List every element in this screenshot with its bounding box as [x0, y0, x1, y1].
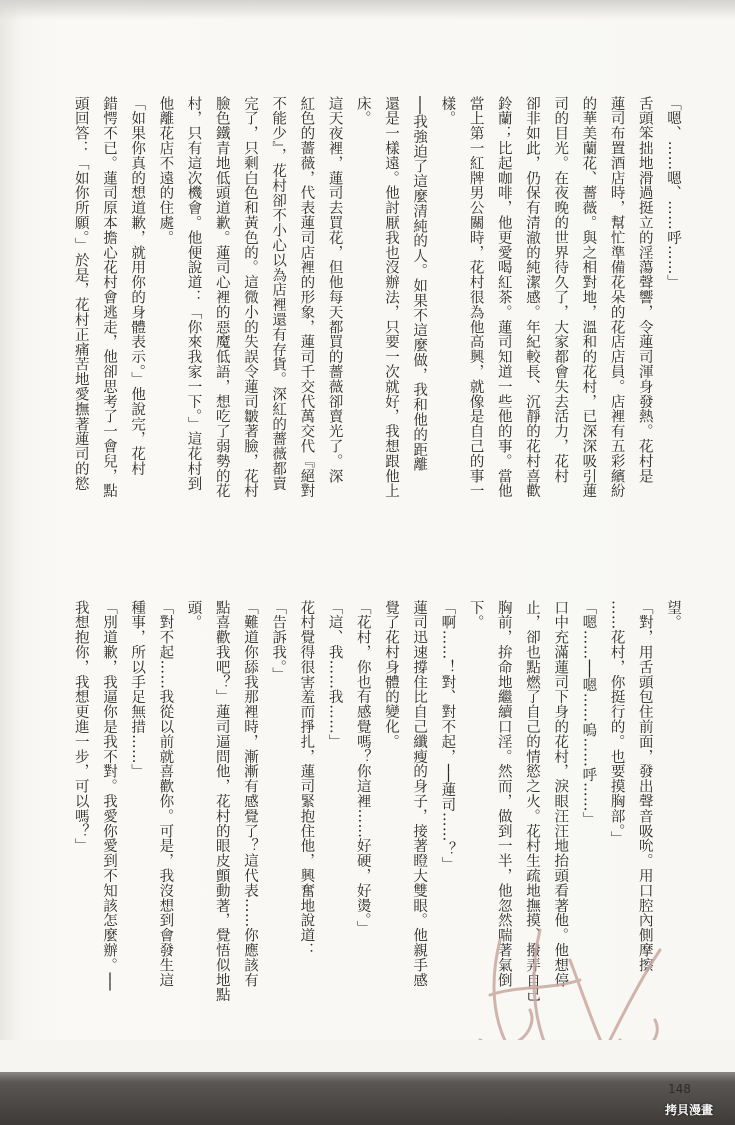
text-line: 完了，只剩白色和黃色的。這微小的失誤令蓮司皺著臉，花村 [241, 96, 258, 499]
text-line: 臉色鐵青地低頭道歉。蓮司心裡的惡魔低語，想吃了弱勢的花 [213, 96, 230, 499]
text-line: 胸前，拚命地繼續口淫。然而，做到一半，他忽然喘著氣倒 [495, 600, 512, 988]
text-line: 不能少』，花村卻不小心以為店裡還有存貨。深紅的薔薇都賣 [270, 96, 287, 492]
text-line: 覺了花村身體的變化。 [382, 600, 399, 749]
text-line: 頭。 [185, 600, 202, 630]
text-line: 「告訴我。」 [270, 600, 287, 683]
text-line: 「啊……！對、對不起，──蓮司……？」 [439, 600, 456, 872]
text-line: 他離花店不遠的住處。 [157, 96, 174, 245]
text-line: 「別道歉，我逼你是我不對。我愛你愛到不知該怎麼辦。── [100, 600, 117, 991]
text-line: 樣。 [439, 96, 456, 126]
text-line: 錯愕不已。蓮司原本擔心花村會逃走，他卻思考了一會兒，點 [100, 96, 117, 499]
text-line: 「難道你舔我那裡時，漸漸有感覺了？這代表……你應該有 [241, 600, 258, 988]
text-line: 蓮司迅速撐住比自己纖瘦的身子，接著瞪大雙眼。他親手感 [411, 600, 428, 988]
text-line: 舌頭笨拙地滑過挺立的淫蕩聲響，令蓮司渾身發熱。花村是 [636, 96, 653, 484]
text-line: 望。 [665, 600, 681, 630]
text-line: 鈴蘭；比起咖啡，他更愛喝紅茶。蓮司知道一些他的事。當他 [495, 96, 512, 499]
hv-logo-icon [470, 920, 670, 1060]
text-line: 點喜歡我吧？」蓮司逼問他，花村的眼皮顫動著，覺悟似地點 [213, 600, 230, 1003]
text-line: ──我強迫了這麼清純的人。如果不這麼做，我和他的距離 [411, 96, 428, 472]
text-line: 「對不起……我從以前就喜歡你。可是，我沒想到會發生這 [157, 600, 174, 988]
text-line: 卻非如此，仍保有清澈的純潔感。年紀較長、沉靜的花村喜歡 [523, 96, 540, 499]
watermark-text: 拷貝漫畫 [665, 1103, 714, 1117]
text-line: 紅色的薔薇，代表蓮司店裡的形象，蓮司千交代萬交代『絕對 [298, 96, 315, 499]
text-line: 的華美蘭花、薔薇。與之相對地，溫和的花村，已深深吸引蓮 [580, 96, 597, 499]
text-line: 「花村，你也有感覺嗎？你這裡……好硬，好燙。」 [354, 600, 371, 936]
text-line: 花村覺得很害羞而掙扎，蓮司緊抱住他，興奮地說道： [298, 600, 315, 958]
text-block-top [67, 96, 687, 526]
text-line: 村，只有這次機會。他便說道：「你來我家一下。」這花村到 [185, 96, 202, 492]
text-line: 蓮司布置酒店時，幫忙準備花朵的花店店員。店裡有五彩繽紛 [608, 96, 625, 499]
text-line: 口中充滿蓮司下身的花村，淚眼汪汪地抬頭看著他。他想停 [552, 600, 569, 988]
text-line: 「這、我……我……」 [326, 600, 343, 749]
page-number: 148 [668, 1082, 691, 1096]
text-line: 我想抱你，我想更進一步，可以嗎？」 [72, 600, 89, 854]
text-line: 「如果你真的想道歉，就用你的身體表示。」他說完，花村 [129, 96, 146, 477]
text-line: 司的目光。在夜晚的世界待久了，大家都會失去活力，花村 [552, 96, 569, 484]
text-line: 還是一樣遠。他討厭我也沒辦法，只要一次就好，我想跟他上 [382, 96, 399, 499]
text-line: 止，卻也點燃了自己的情慾之火。花村生疏地撫摸、撥弄自己 [523, 600, 540, 1003]
text-line: 床。 [354, 96, 371, 126]
text-line: 種事，所以手足無措……」 [129, 600, 146, 779]
page-top-shadow [0, 0, 735, 20]
text-line: 下。 [467, 600, 484, 630]
text-line: 當上第一紅牌男公關時，花村很為他高興，就像是自己的事一 [467, 96, 484, 499]
text-line: 這天夜裡，蓮司去買花，但他每天都買的薔薇卻賣光了。深 [326, 96, 343, 484]
text-line: 「對，用舌頭包住前面，發出聲音吸吮。用口腔內側摩擦 [636, 600, 653, 973]
text-line: 「嗯、……嗯、……呼……」 [665, 96, 681, 290]
text-line: 「嗯……──嗯……嗚……呼……」 [580, 600, 597, 827]
page-edge-band [0, 1072, 735, 1125]
text-line: ……花村，你挺行的。也要摸胸部。」 [608, 600, 625, 847]
text-line: 頭回答：「如你所願。」於是，花村正痛苦地愛撫著蓮司的慾 [72, 96, 89, 492]
